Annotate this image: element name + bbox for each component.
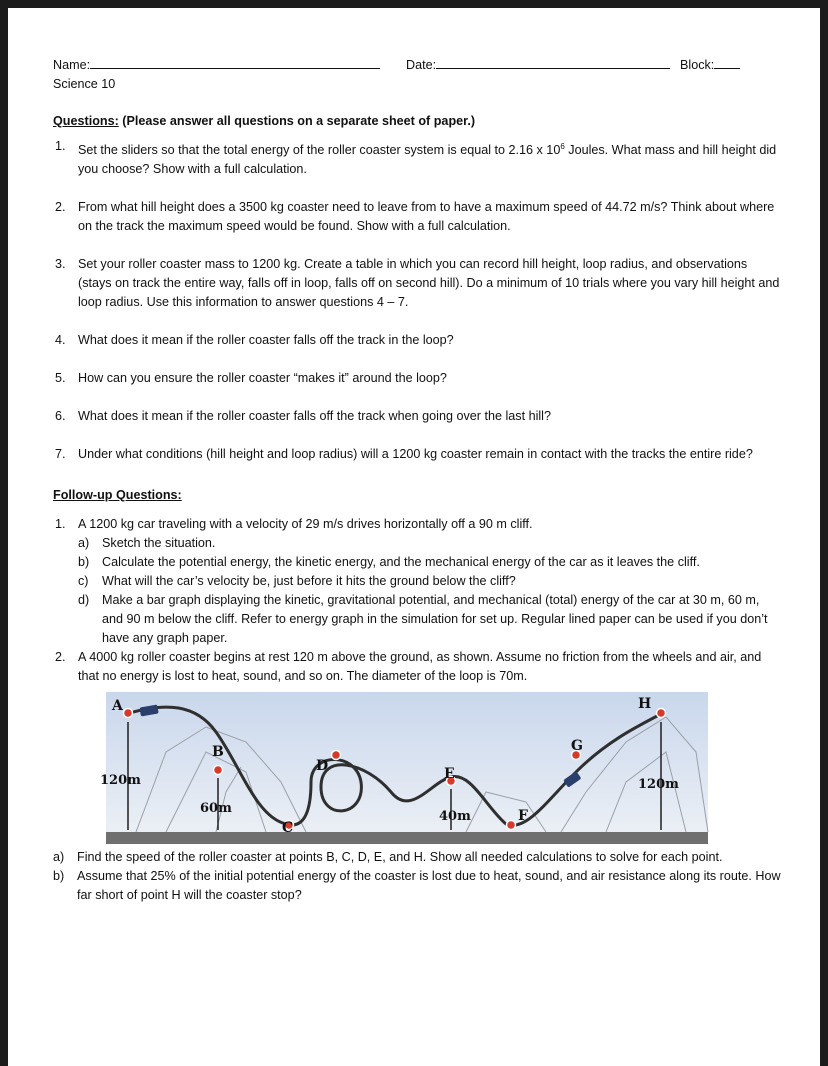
part-a bbox=[78, 534, 783, 553]
ground bbox=[106, 832, 708, 844]
label-60m: 60m bbox=[200, 801, 232, 817]
question-number: 1. bbox=[55, 517, 66, 532]
point-b-marker bbox=[214, 766, 223, 775]
course-name: Science 10 bbox=[53, 77, 116, 91]
part-c bbox=[78, 572, 783, 591]
block-field bbox=[680, 56, 714, 75]
name-field bbox=[53, 56, 90, 75]
worksheet-page bbox=[8, 8, 820, 1066]
part-letter: b) bbox=[53, 869, 65, 884]
block-label: Block: bbox=[680, 58, 715, 72]
question-number: 1. bbox=[55, 139, 66, 153]
question-5 bbox=[53, 369, 783, 388]
part-letter: c) bbox=[78, 574, 89, 589]
question-text: A 4000 kg roller coaster begins at rest 120 m above the ground, as shown. Assume no friction from the wheels and air, and that no energy is lost to heat, sound, and so on. The diameter of the loop is 70m. bbox=[78, 650, 762, 684]
question-1 bbox=[53, 137, 783, 179]
header-row bbox=[53, 56, 783, 75]
question-number: 2. bbox=[55, 650, 66, 665]
questions-title: Questions: bbox=[53, 114, 119, 128]
question-number: 3. bbox=[55, 257, 66, 272]
label-40m: 40m bbox=[439, 809, 471, 825]
part-a bbox=[53, 848, 783, 867]
question-text: Under what conditions (hill height and loop radius) will a 1200 kg coaster remain in contact with the tracks the entire ride? bbox=[78, 447, 753, 462]
date-line bbox=[436, 56, 670, 69]
question-text: Set the sliders so that the total energy of the roller coaster system is equal to 2.16 x 10 bbox=[78, 143, 561, 158]
question-2-parts bbox=[53, 848, 783, 905]
part-letter: a) bbox=[53, 850, 65, 865]
part-text: Make a bar graph displaying the kinetic, gravitational potential, and mechanical (total) energy of the car at 30 m, 60 m, and 90 m below the cliff. Refer to energy graph in the simulation for set up. Regular lined paper can be used if you don’t have any graph paper. bbox=[102, 593, 768, 646]
questions-heading bbox=[53, 112, 783, 131]
worksheet-content bbox=[53, 56, 783, 905]
date-field bbox=[406, 56, 436, 75]
date-label: Date: bbox=[406, 58, 437, 72]
label-a: A bbox=[112, 698, 123, 715]
followup-list bbox=[53, 515, 783, 686]
part-text: Calculate the potential energy, the kinetic energy, and the mechanical energy of the car as it leaves the cliff. bbox=[102, 555, 700, 570]
label-e: E bbox=[444, 766, 455, 783]
part-text: Sketch the situation. bbox=[102, 536, 216, 551]
point-h-marker bbox=[657, 709, 666, 718]
part-letter: a) bbox=[78, 536, 90, 551]
label-d: D bbox=[316, 758, 329, 775]
followup-heading: Follow-up Questions: bbox=[53, 488, 182, 503]
question-7 bbox=[53, 445, 783, 464]
label-c: C bbox=[282, 820, 294, 837]
question-number: 2. bbox=[55, 200, 66, 215]
part-text: Find the speed of the roller coaster at points B, C, D, E, and H. Show all needed calculations to solve for each point. bbox=[77, 850, 723, 865]
question-text: From what hill height does a 3500 kg coaster need to leave from to have a maximum speed of 44.72 m/s? Think about where on the track the maximum speed would be found. Show with a full calculation. bbox=[78, 200, 775, 234]
question-number: 5. bbox=[55, 371, 66, 386]
part-letter: b) bbox=[78, 555, 90, 570]
question-text: A 1200 kg car traveling with a velocity of 29 m/s drives horizontally off a 90 m cliff. bbox=[78, 517, 533, 532]
point-f-marker bbox=[507, 821, 516, 830]
name-label: Name: bbox=[53, 58, 91, 72]
label-f: F bbox=[518, 808, 528, 825]
question-6 bbox=[53, 407, 783, 426]
questions-note: (Please answer all questions on a separate sheet of paper.) bbox=[118, 114, 476, 128]
question-number: 7. bbox=[55, 447, 66, 462]
label-g: G bbox=[571, 738, 583, 755]
roller-coaster-diagram bbox=[100, 692, 708, 844]
question-3 bbox=[53, 255, 783, 312]
point-a-marker bbox=[124, 709, 133, 718]
point-d-marker bbox=[332, 751, 341, 760]
question-text: Set your roller coaster mass to 1200 kg. Create a table in which you can record hill height, loop radius, and observations (stays on track the entire way, falls off in loop, falls off on second hill). Do a minimum of 10 trials where you vary hill height and loop radius. Use this information to answer questions 4 – 7. bbox=[78, 257, 780, 310]
question-text: What does it mean if the roller coaster falls off the track in the loop? bbox=[78, 333, 454, 348]
part-text: What will the car’s velocity be, just before it hits the ground below the cliff? bbox=[102, 574, 516, 589]
part-d bbox=[78, 591, 783, 648]
question-4 bbox=[53, 331, 783, 350]
question-text: How can you ensure the roller coaster “makes it” around the loop? bbox=[78, 371, 447, 386]
block-line bbox=[714, 56, 740, 69]
followup-question-2 bbox=[53, 648, 783, 686]
question-text: What does it mean if the roller coaster falls off the track when going over the last hill? bbox=[78, 409, 551, 424]
part-b bbox=[78, 553, 783, 572]
label-h: H bbox=[638, 696, 652, 713]
label-120m-right: 120m bbox=[638, 777, 679, 793]
exponent: 6 bbox=[560, 142, 565, 151]
coaster-svg bbox=[100, 692, 708, 844]
name-line bbox=[90, 56, 380, 69]
question-number: 4. bbox=[55, 333, 66, 348]
question-number: 6. bbox=[55, 409, 66, 424]
part-b bbox=[53, 867, 783, 905]
question-text-cont: Joules. What mass and hill height did you choose? Show with a full calculation. bbox=[78, 143, 777, 177]
question-2 bbox=[53, 198, 783, 236]
label-120m-left: 120m bbox=[100, 773, 141, 789]
label-b: B bbox=[212, 744, 224, 761]
part-text: Assume that 25% of the initial potential energy of the coaster is lost due to heat, sound, and air resistance along its route. How far short of point H will the coaster stop? bbox=[77, 869, 781, 903]
part-letter: d) bbox=[78, 593, 90, 608]
question-parts bbox=[78, 534, 783, 648]
questions-list bbox=[53, 137, 783, 464]
followup-question-1 bbox=[53, 515, 783, 648]
